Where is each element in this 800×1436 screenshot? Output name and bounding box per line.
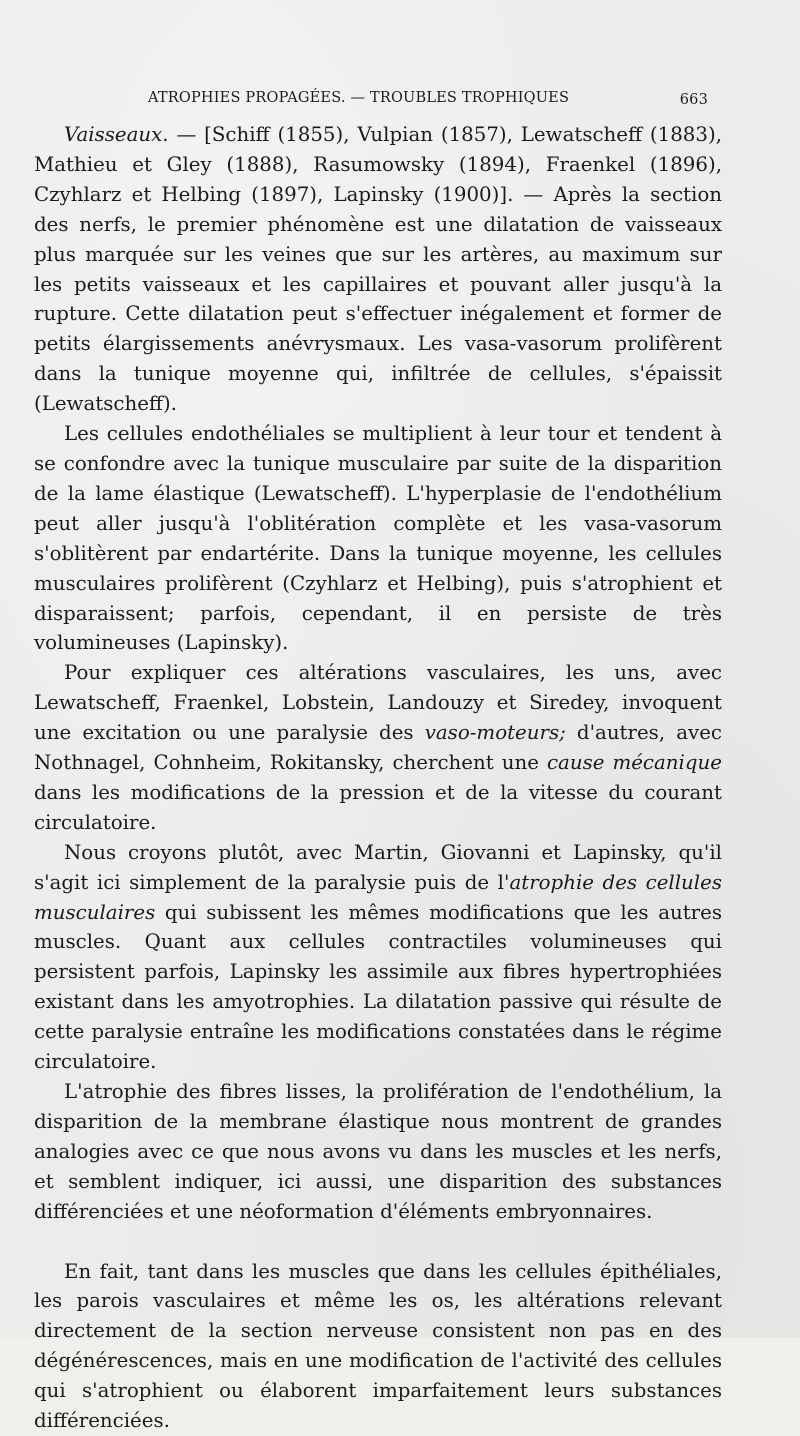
paragraph-nous-croyons — [34, 838, 722, 1077]
paragraph-text: Pour expliquer ces altérations vasculaires, les uns, avec Lewatscheff, Fraenkel, Lobstein, Landouzy et Siredey, invoquent une excitation ou une paralysie des — [34, 661, 722, 745]
body-text — [34, 120, 722, 1436]
paragraph-cellules-endotheliales — [34, 419, 722, 658]
page-header — [148, 90, 708, 116]
italic-term: atrophie des cellules musculaires — [34, 870, 722, 924]
paragraph-text: Nous croyons plutôt, avec Martin, Giovanni et Lapinsky, qu'il s'agit ici simplement de la paralysie puis de l' — [34, 840, 722, 894]
paragraph-text: d'autres, avec Nothnagel, Cohnheim, Rokitansky, cherchent une — [34, 721, 722, 775]
section-lead-vaisseaux: Vaisseaux. — [64, 123, 169, 146]
italic-term: cause mécanique — [546, 751, 722, 775]
paragraph-atrophie-fibres-lisses — [34, 1077, 722, 1227]
paragraph-text: — [Schiff (1855), Vulpian (1857), Lewatscheff (1883), Mathieu et Gley (1888), Rasumowsky (1894), Fraenkel (1896), Czyhlarz et Helbing (1897), Lapinsky (1900)]. — Après la section des nerfs, le premier phénomène est une dilatation de vaisseaux plus marquée sur les veines que sur les artères, au maximum sur les petits vaisseaux et les capillaires et pouvant aller jusqu'à la rupture. Cette dilatation peut s'effectuer inégalement et former de petits élargissements anévrysmaux. Les vasa-vasorum prolifèrent dans la tunique moyenne qui, infiltrée de cellules, s'épaissit (Lewatscheff). — [34, 123, 722, 416]
paragraph-alterations-vasculaires — [34, 658, 722, 837]
running-title: ATROPHIES PROPAGÉES. — TROUBLES TROPHIQUES — [148, 90, 570, 106]
paragraph-en-fait — [34, 1257, 722, 1436]
paragraph-text: dans les modifications de la pression et de la vitesse du courant circulatoire. — [34, 780, 722, 834]
paragraph-vaisseaux — [34, 120, 722, 419]
paragraph-text: qui subissent les mêmes modifications que les autres muscles. Quant aux cellules contractiles volumineuses qui persistent parfois, Lapinsky les assimile aux fibres hypertrophiées existant dans les amyotrophies. La dilatation passive qui résulte de cette paralysie entraîne les modifications constatées dans le régime circulatoire. — [34, 900, 722, 1074]
paragraph-text: L'atrophie des fibres lisses, la prolifération de l'endothélium, la disparition de la membrane élastique nous montrent de grandes analogies avec ce que nous avons vu dans les muscles et les nerfs, et semblent indiquer, ici aussi, une disparition des substances différenciées et une néoformation d'éléments embryonnaires. — [34, 1080, 722, 1223]
paragraph-text: En fait, tant dans les muscles que dans les cellules épithéliales, les parois vasculaires et même les os, les altérations relevant directement de la section nerveuse consistent non pas en des dégénérescences, mais en une modification de l'activité des cellules qui s'atrophient ou élaborent imparfaitement leurs substances différenciées. — [34, 1259, 722, 1433]
paragraph-text: Les cellules endothéliales se multiplient à leur tour et tendent à se confondre avec la tunique musculaire par suite de la disparition de la lame élastique (Lewatscheff). L'hyperplasie de l'endothélium peut aller jusqu'à l'oblitération complète et les vasa-vasorum s'oblitèrent par endartérite. Dans la tunique moyenne, les cellules musculaires prolifèrent (Czyhlarz et Helbing), puis s'atrophient et disparaissent; parfois, cependant, il en persiste de très volumineuses (Lapinsky). — [34, 422, 722, 655]
italic-term: vaso-moteurs; — [424, 721, 566, 745]
page-number: 663 — [679, 92, 708, 108]
